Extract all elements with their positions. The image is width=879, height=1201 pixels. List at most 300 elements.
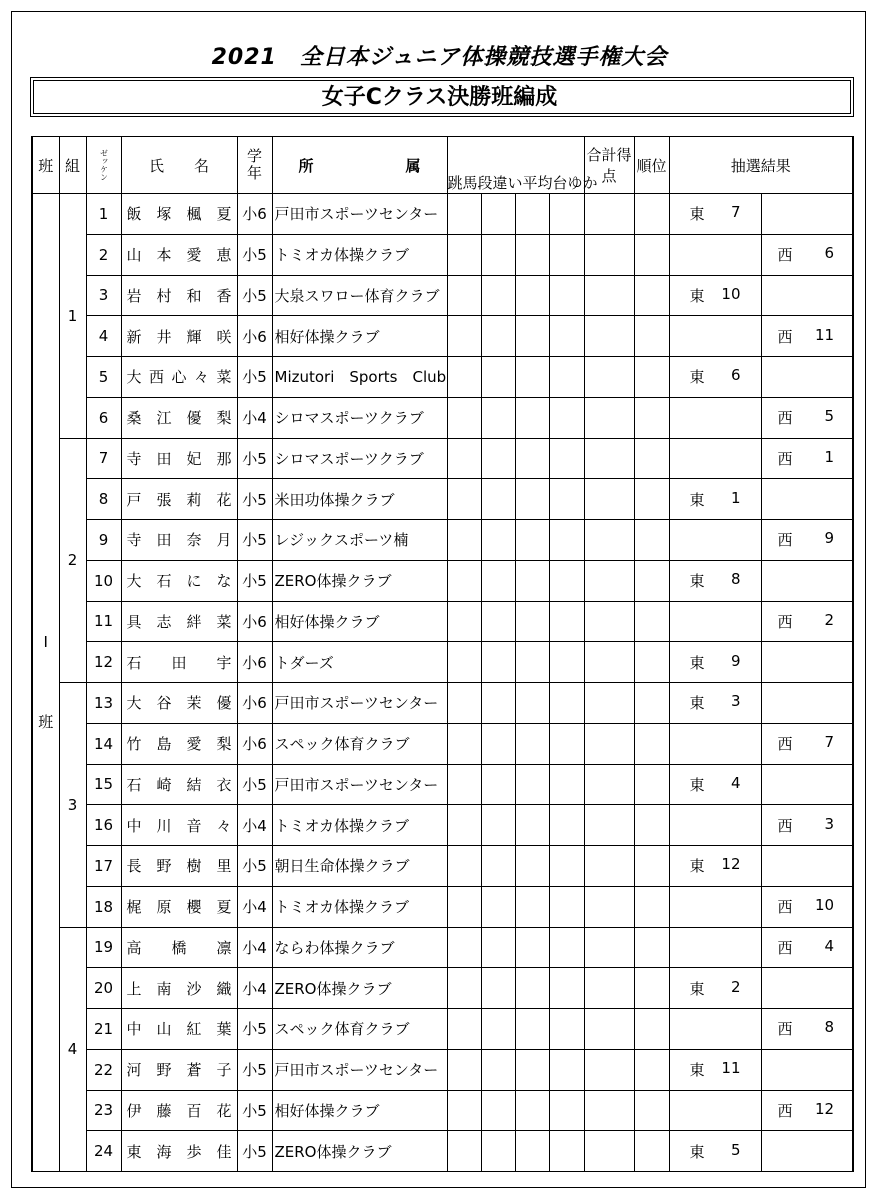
draw-east-cell	[669, 1009, 761, 1050]
name-char: 和	[186, 286, 202, 305]
athlete-grade: 小6	[237, 194, 272, 235]
name-char: 々	[216, 816, 232, 835]
athlete-club: シロマスポーツクラブ	[272, 438, 447, 479]
name-char: 樹	[186, 857, 202, 876]
bib-number: 5	[86, 357, 121, 398]
table-row	[32, 1009, 853, 1050]
athlete-name	[121, 723, 237, 764]
athlete-grade: 小5	[237, 1090, 272, 1131]
athlete-club: スペック体育クラブ	[272, 1009, 447, 1050]
vault-score	[447, 316, 481, 357]
draw-east-cell	[669, 194, 761, 235]
athlete-name	[121, 764, 237, 805]
floor-score	[549, 846, 584, 887]
draw-order-number: 2	[730, 977, 741, 996]
total-score	[584, 927, 634, 968]
draw-east-cell	[669, 723, 761, 764]
draw-order-number: 8	[730, 570, 741, 589]
vault-score	[447, 927, 481, 968]
club-header-left: 所	[298, 156, 314, 175]
floor-score	[549, 764, 584, 805]
floor-score	[549, 520, 584, 561]
floor-score	[549, 642, 584, 683]
draw-side-label: 東	[689, 857, 705, 876]
draw-east-cell	[669, 560, 761, 601]
athlete-grade: 小5	[237, 560, 272, 601]
draw-order-number: 2	[824, 610, 835, 629]
name-char: 優	[216, 694, 232, 713]
athlete-grade: 小5	[237, 479, 272, 520]
table-row	[32, 601, 853, 642]
beam-score	[515, 886, 549, 927]
draw-west-cell	[761, 397, 853, 438]
vault-score	[447, 357, 481, 398]
rank-cell	[634, 1090, 669, 1131]
name-char: 佳	[216, 1142, 232, 1161]
draw-side-label: 東	[689, 979, 705, 998]
vault-score	[447, 886, 481, 927]
table-row	[32, 927, 853, 968]
beam-score	[515, 927, 549, 968]
beam-score	[515, 357, 549, 398]
name-char: 寺	[126, 449, 142, 468]
name-char: に	[186, 572, 202, 591]
draw-order-number: 5	[824, 407, 835, 426]
beam-score	[515, 1009, 549, 1050]
beam-score	[515, 683, 549, 724]
draw-east-cell	[669, 438, 761, 479]
table-row	[32, 234, 853, 275]
vault-score	[447, 520, 481, 561]
bib-number: 4	[86, 316, 121, 357]
draw-east-cell	[669, 275, 761, 316]
table-row	[32, 805, 853, 846]
athlete-name	[121, 479, 237, 520]
athlete-club: Mizutori Sports Club	[272, 357, 447, 398]
athlete-grade: 小5	[237, 1131, 272, 1172]
name-char: 張	[156, 490, 172, 509]
draw-order-number: 4	[824, 936, 835, 955]
name-char: 音	[186, 816, 202, 835]
draw-order-number: 8	[824, 1018, 835, 1037]
floor-score	[549, 316, 584, 357]
draw-west-cell	[761, 927, 853, 968]
bars-score	[481, 886, 515, 927]
draw-side-label: 西	[777, 898, 793, 917]
vault-score	[447, 805, 481, 846]
beam-score	[515, 601, 549, 642]
name-char: 岩	[126, 286, 142, 305]
name-char: 大	[126, 572, 142, 591]
athlete-club: レジックスポーツ楠	[272, 520, 447, 561]
vault-score	[447, 397, 481, 438]
bib-number: 6	[86, 397, 121, 438]
floor-score	[549, 968, 584, 1009]
name-char: 島	[156, 735, 172, 754]
bib-number: 1	[86, 194, 121, 235]
rank-cell	[634, 438, 669, 479]
draw-order-number: 12	[721, 855, 741, 874]
athlete-grade: 小5	[237, 357, 272, 398]
athlete-club: 相好体操クラブ	[272, 1090, 447, 1131]
total-score	[584, 520, 634, 561]
draw-side-label: 西	[777, 735, 793, 754]
draw-east-cell	[669, 764, 761, 805]
bib-number: 20	[86, 968, 121, 1009]
draw-east-cell	[669, 1090, 761, 1131]
table-row	[32, 397, 853, 438]
vault-score	[447, 642, 481, 683]
athlete-grade: 小5	[237, 275, 272, 316]
bib-number: 23	[86, 1090, 121, 1131]
beam-score	[515, 275, 549, 316]
name-char: 歩	[186, 1142, 202, 1161]
name-char: 山	[126, 246, 142, 265]
table-row	[32, 968, 853, 1009]
bars-score	[481, 846, 515, 887]
name-char: 竹	[126, 735, 142, 754]
name-char: 結	[186, 775, 202, 794]
athlete-name	[121, 886, 237, 927]
bib-number: 12	[86, 642, 121, 683]
athlete-club: 戸田市スポーツセンター	[272, 764, 447, 805]
vault-score	[447, 601, 481, 642]
draw-east-cell	[669, 397, 761, 438]
total-score	[584, 1009, 634, 1050]
table-row	[32, 438, 853, 479]
col-total-header: 合計得点	[584, 137, 634, 194]
draw-west-cell	[761, 642, 853, 683]
athlete-name	[121, 275, 237, 316]
athlete-grade: 小4	[237, 397, 272, 438]
draw-order-number: 1	[730, 488, 741, 507]
beam-score	[515, 234, 549, 275]
floor-score	[549, 1049, 584, 1090]
name-char: 橋	[171, 938, 187, 957]
rank-cell	[634, 520, 669, 561]
beam-score	[515, 764, 549, 805]
draw-side-label: 西	[777, 531, 793, 550]
bars-score	[481, 479, 515, 520]
han-label-bottom: 班	[38, 713, 54, 731]
draw-order-number: 5	[730, 1140, 741, 1159]
rank-cell	[634, 560, 669, 601]
vault-score	[447, 1131, 481, 1172]
vault-score	[447, 479, 481, 520]
athlete-name	[121, 846, 237, 887]
floor-score	[549, 927, 584, 968]
athlete-grade: 小4	[237, 805, 272, 846]
beam-score	[515, 723, 549, 764]
grade-header-label: 学年	[246, 147, 262, 182]
bib-number: 2	[86, 234, 121, 275]
draw-east-cell	[669, 479, 761, 520]
beam-score	[515, 479, 549, 520]
name-char: 江	[156, 409, 172, 428]
athlete-club: 戸田市スポーツセンター	[272, 683, 447, 724]
athlete-club: 相好体操クラブ	[272, 601, 447, 642]
draw-west-cell	[761, 357, 853, 398]
beam-score	[515, 560, 549, 601]
rank-cell	[634, 275, 669, 316]
total-score	[584, 683, 634, 724]
draw-east-cell	[669, 316, 761, 357]
vault-score	[447, 764, 481, 805]
table-row	[32, 723, 853, 764]
name-char: な	[216, 572, 232, 591]
beam-score	[515, 1049, 549, 1090]
name-char: 河	[126, 1061, 142, 1080]
athlete-club: トミオカ体操クラブ	[272, 805, 447, 846]
athlete-grade: 小5	[237, 438, 272, 479]
draw-east-cell	[669, 234, 761, 275]
bib-number: 16	[86, 805, 121, 846]
name-char: 石	[156, 572, 172, 591]
draw-east-cell	[669, 683, 761, 724]
group-number: 1	[59, 194, 86, 439]
bars-score	[481, 357, 515, 398]
bib-number: 22	[86, 1049, 121, 1090]
name-char: 茉	[186, 694, 202, 713]
page-title: 2021 全日本ジュニア体操競技選手権大会	[211, 45, 668, 70]
table-row	[32, 1131, 853, 1172]
rank-cell	[634, 927, 669, 968]
name-char: 桑	[126, 409, 142, 428]
total-score	[584, 438, 634, 479]
bars-score	[481, 1090, 515, 1131]
floor-score	[549, 275, 584, 316]
athlete-club: ZERO体操クラブ	[272, 560, 447, 601]
name-char: 田	[156, 449, 172, 468]
total-score	[584, 479, 634, 520]
draw-west-cell	[761, 968, 853, 1009]
name-char: 百	[186, 1101, 202, 1120]
vault-score	[447, 275, 481, 316]
group-number: 4	[59, 927, 86, 1172]
draw-west-cell	[761, 846, 853, 887]
draw-west-cell	[761, 316, 853, 357]
floor-score	[549, 805, 584, 846]
name-char: 妃	[186, 449, 202, 468]
name-char: 里	[216, 857, 232, 876]
bib-number: 19	[86, 927, 121, 968]
draw-order-number: 6	[730, 366, 741, 385]
name-char: 東	[126, 1142, 142, 1161]
name-char: 紅	[186, 1020, 202, 1039]
draw-order-number: 10	[814, 896, 835, 915]
name-char: 絆	[186, 612, 202, 631]
vault-score	[447, 438, 481, 479]
athlete-grade: 小4	[237, 886, 272, 927]
beam-score	[515, 438, 549, 479]
name-char: 野	[156, 1061, 172, 1080]
bars-score	[481, 1009, 515, 1050]
bars-score	[481, 723, 515, 764]
draw-side-label: 西	[777, 612, 793, 631]
total-score	[584, 1090, 634, 1131]
bars-score	[481, 927, 515, 968]
draw-east-cell	[669, 357, 761, 398]
col-han-header: 班	[32, 137, 59, 194]
name-char: 楓	[186, 205, 202, 224]
rank-cell	[634, 357, 669, 398]
name-char: 高	[126, 938, 142, 957]
name-char: 月	[216, 531, 232, 550]
draw-side-label: 東	[689, 205, 705, 224]
rank-cell	[634, 1049, 669, 1090]
draw-table	[31, 136, 854, 1172]
total-score	[584, 275, 634, 316]
athlete-name	[121, 194, 237, 235]
name-char: 石	[126, 775, 142, 794]
draw-order-number: 9	[824, 529, 835, 548]
name-char: 新	[126, 327, 142, 346]
name-char: 川	[156, 816, 172, 835]
col-grade-header	[237, 137, 272, 194]
name-char: 々	[193, 368, 209, 387]
athlete-club: 米田功体操クラブ	[272, 479, 447, 520]
draw-west-cell	[761, 1009, 853, 1050]
bib-number: 18	[86, 886, 121, 927]
col-rank-header: 順位	[634, 137, 669, 194]
total-score	[584, 601, 634, 642]
col-events-header: 跳馬段違い平均台ゆか	[447, 137, 584, 194]
draw-side-label: 西	[777, 1101, 793, 1120]
name-char: 田	[156, 531, 172, 550]
athlete-name	[121, 1131, 237, 1172]
draw-east-cell	[669, 927, 761, 968]
bib-number: 7	[86, 438, 121, 479]
name-char: 愛	[186, 735, 202, 754]
bars-score	[481, 805, 515, 846]
athlete-club: トダーズ	[272, 642, 447, 683]
athlete-club: トミオカ体操クラブ	[272, 234, 447, 275]
bib-header-label: ゼッケン	[99, 149, 109, 181]
bars-score	[481, 1131, 515, 1172]
floor-score	[549, 1090, 584, 1131]
athlete-name	[121, 1090, 237, 1131]
col-kumi-header: 組	[59, 137, 86, 194]
bib-number: 10	[86, 560, 121, 601]
name-char: 本	[156, 246, 172, 265]
name-char: 恵	[216, 246, 232, 265]
athlete-name	[121, 1049, 237, 1090]
draw-west-cell	[761, 1049, 853, 1090]
name-char: 海	[156, 1142, 172, 1161]
name-char: 心	[171, 368, 187, 387]
draw-side-label: 西	[777, 327, 793, 346]
draw-east-cell	[669, 601, 761, 642]
athlete-grade: 小6	[237, 683, 272, 724]
athlete-name	[121, 683, 237, 724]
floor-score	[549, 1009, 584, 1050]
total-score	[584, 194, 634, 235]
athlete-club: 戸田市スポーツセンター	[272, 194, 447, 235]
bars-score	[481, 194, 515, 235]
beam-score	[515, 316, 549, 357]
col-club-header	[272, 137, 447, 194]
col-bib-header	[86, 137, 121, 194]
bib-number: 11	[86, 601, 121, 642]
athlete-name	[121, 397, 237, 438]
rank-cell	[634, 1009, 669, 1050]
rank-cell	[634, 683, 669, 724]
rank-cell	[634, 805, 669, 846]
athlete-club: ならわ体操クラブ	[272, 927, 447, 968]
table-row	[32, 642, 853, 683]
name-char: 菜	[216, 612, 232, 631]
name-char: 愛	[186, 246, 202, 265]
beam-score	[515, 642, 549, 683]
name-char: 村	[156, 286, 172, 305]
floor-score	[549, 723, 584, 764]
draw-side-label: 東	[689, 490, 705, 509]
athlete-name	[121, 927, 237, 968]
name-char: 宇	[216, 653, 232, 672]
name-char: 井	[156, 327, 172, 346]
draw-east-cell	[669, 846, 761, 887]
bars-score	[481, 560, 515, 601]
draw-west-cell	[761, 479, 853, 520]
name-char: 衣	[216, 775, 232, 794]
beam-score	[515, 846, 549, 887]
total-score	[584, 1049, 634, 1090]
beam-score	[515, 805, 549, 846]
total-score	[584, 642, 634, 683]
name-char: 梶	[126, 898, 142, 917]
table-row	[32, 683, 853, 724]
draw-side-label: 東	[689, 694, 705, 713]
name-char: 梨	[216, 735, 232, 754]
athlete-grade: 小6	[237, 316, 272, 357]
total-score	[584, 560, 634, 601]
draw-west-cell	[761, 1131, 853, 1172]
name-char: 葉	[216, 1020, 232, 1039]
name-char: 輝	[186, 327, 202, 346]
table-body	[32, 194, 853, 1172]
draw-side-label: 東	[689, 653, 705, 672]
rank-cell	[634, 316, 669, 357]
draw-west-cell	[761, 438, 853, 479]
total-score	[584, 846, 634, 887]
athlete-club: 大泉スワロー体育クラブ	[272, 275, 447, 316]
athlete-grade: 小6	[237, 723, 272, 764]
rank-cell	[634, 601, 669, 642]
bars-score	[481, 642, 515, 683]
draw-order-number: 7	[824, 733, 835, 752]
rank-cell	[634, 764, 669, 805]
draw-west-cell	[761, 194, 853, 235]
table-row	[32, 560, 853, 601]
floor-score	[549, 479, 584, 520]
athlete-club: ZERO体操クラブ	[272, 968, 447, 1009]
rank-cell	[634, 234, 669, 275]
draw-side-label: 東	[689, 1061, 705, 1080]
draw-order-number: 3	[824, 814, 835, 833]
bib-number: 9	[86, 520, 121, 561]
draw-west-cell	[761, 1090, 853, 1131]
bars-score	[481, 683, 515, 724]
name-char: 蒼	[186, 1061, 202, 1080]
name-char: 伊	[126, 1101, 142, 1120]
bars-score	[481, 275, 515, 316]
name-char: 優	[186, 409, 202, 428]
name-char: 藤	[156, 1101, 172, 1120]
vault-score	[447, 683, 481, 724]
rank-cell	[634, 397, 669, 438]
beam-score	[515, 397, 549, 438]
draw-side-label: 東	[689, 368, 705, 387]
